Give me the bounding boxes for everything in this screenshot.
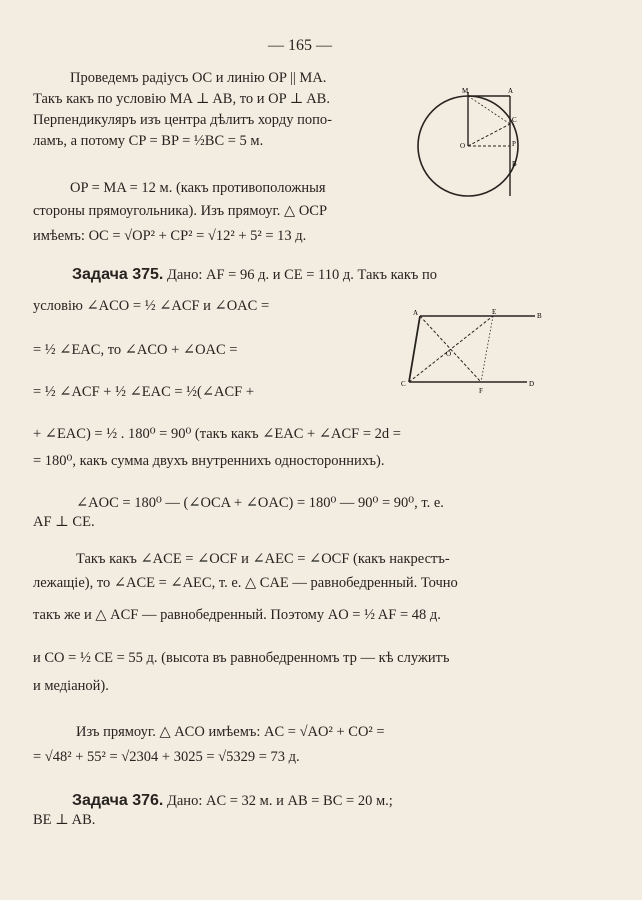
circle-figure — [412, 84, 522, 202]
task376-heading: Задача 376. — [72, 792, 164, 809]
para-aco-line2: = √48² + 55² = √2304 + 3025 = √5329 = 73 д. — [33, 749, 300, 765]
para-aoc-line2: AF ⊥ CE. — [33, 514, 95, 530]
para1-line4: ламъ, а потому CP = BP = ½BC = 5 м. — [33, 133, 264, 149]
trap-label-f: F — [479, 387, 483, 395]
trap-label-d: D — [529, 380, 535, 388]
para2-line1: OP = MA = 12 м. (какъ противоположныя — [70, 180, 326, 196]
para-ace-line1: Такъ какъ ∠ACE = ∠OCF и ∠AEC = ∠OCF (какъ накрестъ- — [76, 551, 450, 567]
trap-label-o: O — [446, 350, 452, 358]
circle-label-b: B — [512, 160, 517, 168]
task375-line3: = ½ ∠EAC, то ∠ACO + ∠OAC = — [33, 342, 238, 358]
task375-line5: + ∠EAC) = ½ . 180⁰ = 90⁰ (такъ какъ ∠EAC + ∠ACF = 2d = — [33, 426, 401, 442]
trapezoid-figure — [395, 306, 547, 398]
para-ace-line5: и медіаной). — [33, 678, 109, 694]
para-ace-line4: и CO = ½ CE = 55 д. (высота въ равнобедренномъ тр — кѣ служитъ — [33, 650, 450, 666]
circle-label-p: P — [512, 140, 516, 148]
para1-line3: Перпендикуляръ изъ центра дѣлитъ хорду попо- — [33, 112, 332, 128]
para-aoc-line1: ∠AOC = 180⁰ — (∠OCA + ∠OAC) = 180⁰ — 90⁰ = 90⁰, т. е. — [76, 495, 444, 511]
task375-line4: = ½ ∠ACF + ½ ∠EAC = ½(∠ACF + — [33, 384, 255, 400]
page-number: — 165 — — [268, 37, 332, 54]
para-ace-line3: такъ же и △ ACF — равнобедренный. Поэтому AO = ½ AF = 48 д. — [33, 607, 441, 623]
task375-given: Дано: AF = 96 д. и CE = 110 д. Такъ какъ по — [166, 267, 438, 283]
para-aco-line1: Изъ прямоуг. △ ACO имѣемъ: AC = √AO² + CO² = — [76, 724, 385, 740]
circle-label-o: O — [460, 142, 466, 150]
task375-line1 — [72, 265, 437, 285]
para2-line3: имѣемъ: OC = √OP² + CP² = √12² + 5² = 13 д. — [33, 228, 307, 244]
trap-label-c: C — [401, 380, 406, 388]
task376-line2: BE ⊥ AB. — [33, 812, 96, 828]
circle-label-a: A — [508, 87, 514, 95]
trap-label-b: B — [537, 312, 542, 320]
para1-line2: Такъ какъ по условію MA ⊥ AB, то и OP ⊥ AB. — [33, 91, 330, 107]
task376-line1 — [72, 791, 393, 811]
task375-line2: условію ∠ACO = ½ ∠ACF и ∠OAC = — [33, 298, 270, 314]
task375-heading: Задача 375. — [72, 266, 164, 283]
task375-line6: = 180⁰, какъ сумма двухъ внутреннихъ одностороннихъ). — [33, 453, 385, 469]
task376-given: Дано: AC = 32 м. и AB = BC = 20 м.; — [166, 793, 393, 809]
para1-line1: Проведемъ радіусъ OC и линію OP || MA. — [70, 70, 327, 86]
trap-label-e: E — [492, 308, 497, 316]
para2-line2: стороны прямоугольника). Изъ прямоуг. △ OCP — [33, 203, 328, 219]
trap-label-a: A — [413, 309, 419, 317]
circle-label-c: C — [512, 116, 517, 124]
para-ace-line2: лежащіе), то ∠ACE = ∠AEC, т. е. △ CAE — равнобедренный. Точно — [33, 575, 458, 591]
circle-label-m: M — [462, 87, 469, 95]
